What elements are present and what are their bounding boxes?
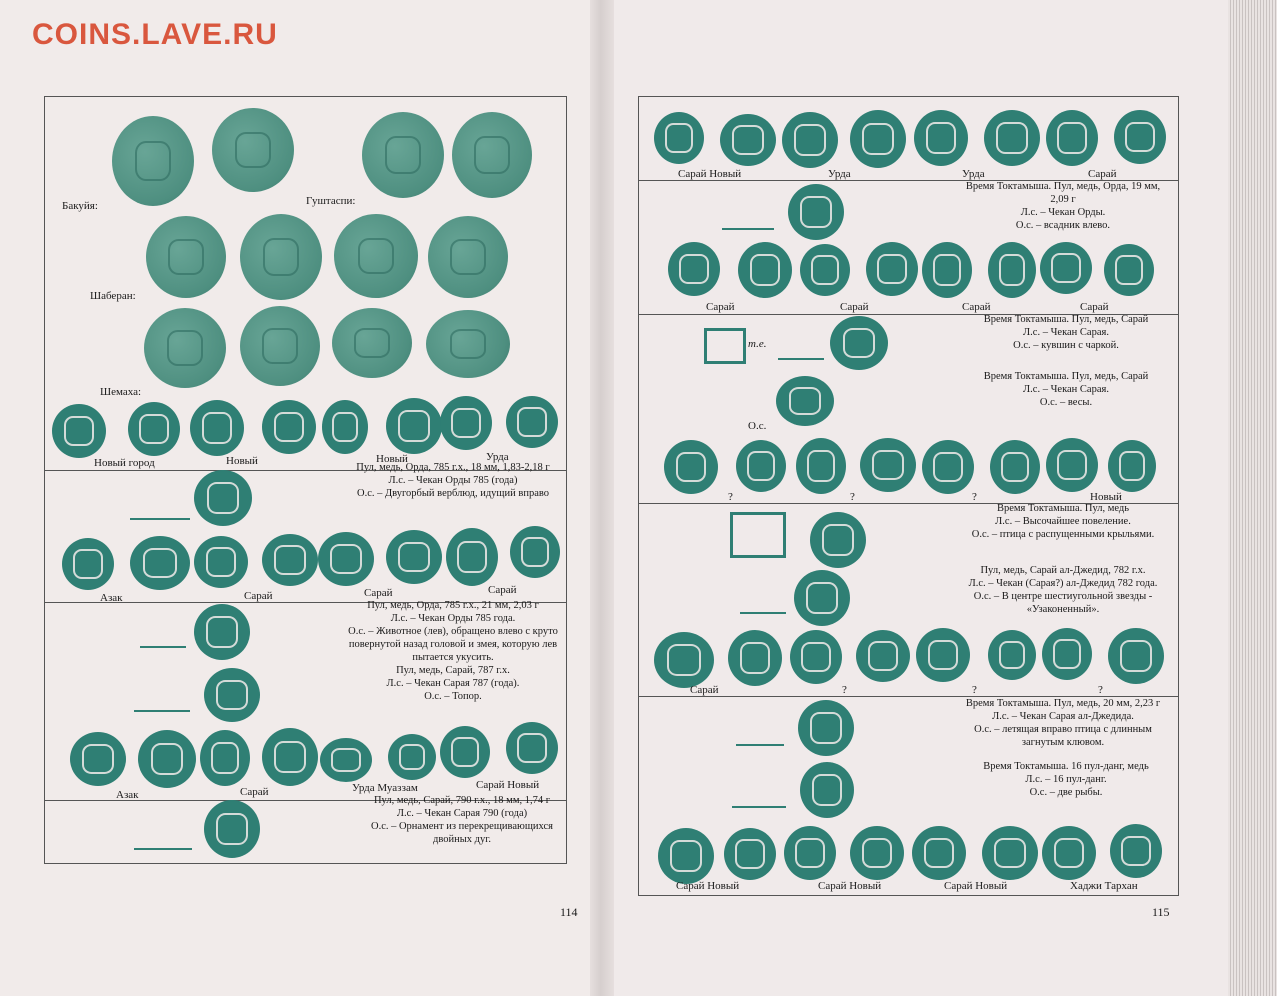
coin-drawing [790, 630, 842, 684]
coin-drawing [386, 398, 442, 454]
coin-description: Пул, медь, Орда, 785 г.х., 21 мм, 2,03 г Л.с. – Чекан Орды 785 года. О.с. – Животное (лев), обращено влево с круто повернутой назад головой и змея, которую лев пытается укусить. Пул, медь, Сарай, 787 г.х. Л.с. – Чекан Сарая 787 (года). О.с. – Топор. [348, 600, 558, 702]
coin-drawing [506, 396, 558, 448]
coin-drawing [810, 512, 866, 568]
coin-drawing [916, 628, 970, 682]
coin-drawing [70, 732, 126, 786]
coin-drawing [914, 110, 968, 166]
coin-drawing [668, 242, 720, 296]
coin-drawing [860, 438, 916, 492]
coin-label: Урда [828, 168, 851, 180]
coin-label: Азак [116, 789, 139, 801]
coin-drawing [738, 242, 792, 298]
coin-label: Урда [486, 451, 509, 463]
coin-label: Сарай Новый [944, 880, 1008, 892]
coin-drawing [654, 632, 714, 688]
coin-drawing [782, 112, 838, 168]
coin-drawing [130, 536, 190, 590]
coin-drawing [776, 376, 834, 426]
coin-description: Пул, медь, Сарай ал-Джедид, 782 г.х. Л.с. – Чекан (Сарая?) ал-Джедид 782 года. О.с. – В центре шестиугольной звезды - «Узаконенный». [968, 565, 1158, 615]
coin-drawing [850, 826, 904, 880]
coin-drawing [856, 630, 910, 682]
coin-label: Хаджи Тархан [1070, 880, 1138, 892]
coin-label: Сарай Новый [476, 779, 540, 791]
coin-legend-script [736, 702, 784, 746]
coin-drawing [922, 242, 972, 298]
photo-coin [362, 112, 444, 198]
coin-drawing [506, 722, 558, 774]
coin-drawing [658, 828, 714, 884]
os-label: О.с. [748, 420, 767, 432]
coin-drawing [386, 530, 442, 584]
coin-drawing [984, 110, 1040, 166]
coin-drawing [990, 440, 1040, 494]
coin-drawing [800, 762, 854, 818]
coin-label: Сарай Новый [678, 168, 742, 180]
coin-drawing [736, 440, 786, 492]
coin-label: Азак [100, 592, 123, 604]
coin-drawing [190, 400, 244, 456]
coin-legend-script [722, 192, 774, 230]
coin-label: Сарай Новый [818, 880, 882, 892]
photo-label: Шемаха: [100, 386, 142, 398]
coin-drawing [988, 630, 1036, 680]
coin-description: Время Токтамыша. Пул, медь, Сарай Л.с. – Чекан Сарая. О.с. – весы. [983, 371, 1149, 408]
coin-drawing [194, 536, 248, 588]
coin-drawing [784, 826, 836, 880]
coin-legend-script [740, 572, 786, 614]
coin-label: Сарай [1088, 168, 1117, 180]
coin-label: Сарай [364, 587, 393, 599]
coin-drawing [796, 438, 846, 494]
coin-label: Новый город [94, 457, 155, 469]
coin-label: ? [1098, 684, 1103, 696]
coin-drawing [922, 440, 974, 494]
coin-label: Новый [376, 453, 408, 465]
coin-label: Новый [226, 455, 258, 467]
page-number: 114 [560, 905, 578, 919]
coin-drawing [440, 726, 490, 778]
coin-legend-script [140, 614, 186, 648]
coin-drawing [654, 112, 704, 164]
page-edges [1228, 0, 1277, 996]
coin-drawing [128, 402, 180, 456]
photo-label: Гуштаспи: [306, 195, 356, 207]
coin-label: Сарай [240, 786, 269, 798]
coin-drawing [262, 534, 318, 586]
coin-description: Время Токтамыша. 16 пул-данг, медь Л.с. – 16 пул-данг. О.с. – две рыбы. [983, 761, 1149, 798]
coin-drawing [62, 538, 114, 590]
coin-label: Новый [1090, 491, 1122, 503]
coin-drawing [720, 114, 776, 166]
coin-legend-box [704, 328, 746, 364]
coin-drawing [194, 604, 250, 660]
coin-drawing [320, 738, 372, 782]
coin-legend-script [732, 770, 786, 808]
photo-coin [240, 214, 322, 300]
coin-drawing [1046, 438, 1098, 492]
coin-label: Сарай [690, 684, 719, 696]
coin-drawing [664, 440, 718, 494]
coin-drawing [866, 242, 918, 296]
coin-description: Время Токтамыша. Пул, медь, 20 мм, 2,23 г Л.с. – Чекан Сарая ал-Джедида. О.с. – летящая вправо птица с длинным загнутым клювом. [965, 698, 1161, 748]
coin-legend-box [730, 512, 786, 558]
coin-drawing [728, 630, 782, 686]
coin-drawing [262, 728, 318, 786]
coin-drawing [52, 404, 106, 458]
coin-label: ? [972, 491, 977, 503]
photo-coin [212, 108, 294, 192]
coin-description: Пул, медь, Орда, 785 г.х., 18 мм, 1,83-2,18 г Л.с. – Чекан Орды 785 (года) О.с. – Двугорбый верблюд, идущий вправо [356, 462, 550, 499]
coin-drawing [446, 528, 498, 586]
coin-legend-script [134, 806, 192, 850]
coin-label: Сарай [1080, 301, 1109, 313]
coin-drawing [1110, 824, 1162, 878]
coin-drawing [912, 826, 966, 880]
coin-label: ? [842, 684, 847, 696]
coin-label: ? [850, 491, 855, 503]
coin-drawing [510, 526, 560, 578]
coin-drawing [138, 730, 196, 788]
coin-label: ? [728, 491, 733, 503]
coin-drawing [318, 532, 374, 586]
coin-drawing [982, 826, 1038, 880]
coin-label: Сарай [840, 301, 869, 313]
coin-drawing [1104, 244, 1154, 296]
coin-drawing [1108, 440, 1156, 492]
coin-drawing [788, 184, 844, 240]
coin-label: Сарай [706, 301, 735, 313]
coin-description: Время Токтамыша. Пул, медь, Сарай Л.с. – Чекан Сарая. О.с. – кувшин с чаркой. [983, 314, 1149, 351]
coin-legend-script [134, 676, 190, 712]
coin-drawing [204, 668, 260, 722]
coin-label: Урда Муаззам [352, 782, 418, 794]
coin-description: Время Токтамыша. Пул, медь Л.с. – Высочайшее повеление. О.с. – птица с распущенными крыльями. [971, 503, 1155, 540]
photo-coin [334, 214, 418, 298]
coin-label: Сарай [244, 590, 273, 602]
page-number: 115 [1152, 905, 1170, 919]
coin-drawing [440, 396, 492, 450]
photo-label: Бакуйя: [62, 200, 98, 212]
coin-drawing [194, 470, 252, 526]
photo-coin [428, 216, 508, 298]
photo-coin [112, 116, 194, 206]
coin-drawing [1108, 628, 1164, 684]
photo-coin [240, 306, 320, 386]
coin-drawing [830, 316, 888, 370]
coin-drawing [850, 110, 906, 168]
coin-drawing [800, 244, 850, 296]
coin-drawing [204, 800, 260, 858]
coin-label: Сарай Новый [676, 880, 740, 892]
coin-drawing [1040, 242, 1092, 294]
coin-drawing [798, 700, 854, 756]
coin-legend-script [130, 482, 190, 520]
photo-coin [452, 112, 532, 198]
coin-drawing [200, 730, 250, 786]
photo-coin [146, 216, 226, 298]
coin-drawing [388, 734, 436, 780]
coin-legend-script [778, 330, 824, 360]
coin-drawing [988, 242, 1036, 298]
te-label: т.е. [748, 338, 767, 350]
photo-coin [426, 310, 510, 378]
coin-description: Пул, медь, Сарай, 790 г.х., 18 мм, 1,74 г Л.с. – Чекан Сарая 790 (года) О.с. – Орнамент из перекрещивающихся двойных дуг. [370, 795, 553, 845]
photo-coin [332, 308, 412, 378]
coin-drawing [724, 828, 776, 880]
coin-drawing [1046, 110, 1098, 166]
coin-label: ? [972, 684, 977, 696]
coin-drawing [262, 400, 316, 454]
coin-label: Урда [962, 168, 985, 180]
photo-coin [144, 308, 226, 388]
coin-drawing [1042, 826, 1096, 880]
book-gutter [590, 0, 614, 996]
coin-description: Время Токтамыша. Пул, медь, Орда, 19 мм, 2,09 г Л.с. – Чекан Орды. О.с. – всадник влево. [965, 181, 1161, 231]
coin-drawing [322, 400, 368, 454]
watermark: COINS.LAVE.RU [32, 18, 278, 51]
coin-drawing [794, 570, 850, 626]
photo-label: Шаберан: [90, 290, 136, 302]
coin-drawing [1042, 628, 1092, 680]
coin-label: Сарай [962, 301, 991, 313]
coin-label: Сарай [488, 584, 517, 596]
coin-drawing [1114, 110, 1166, 164]
